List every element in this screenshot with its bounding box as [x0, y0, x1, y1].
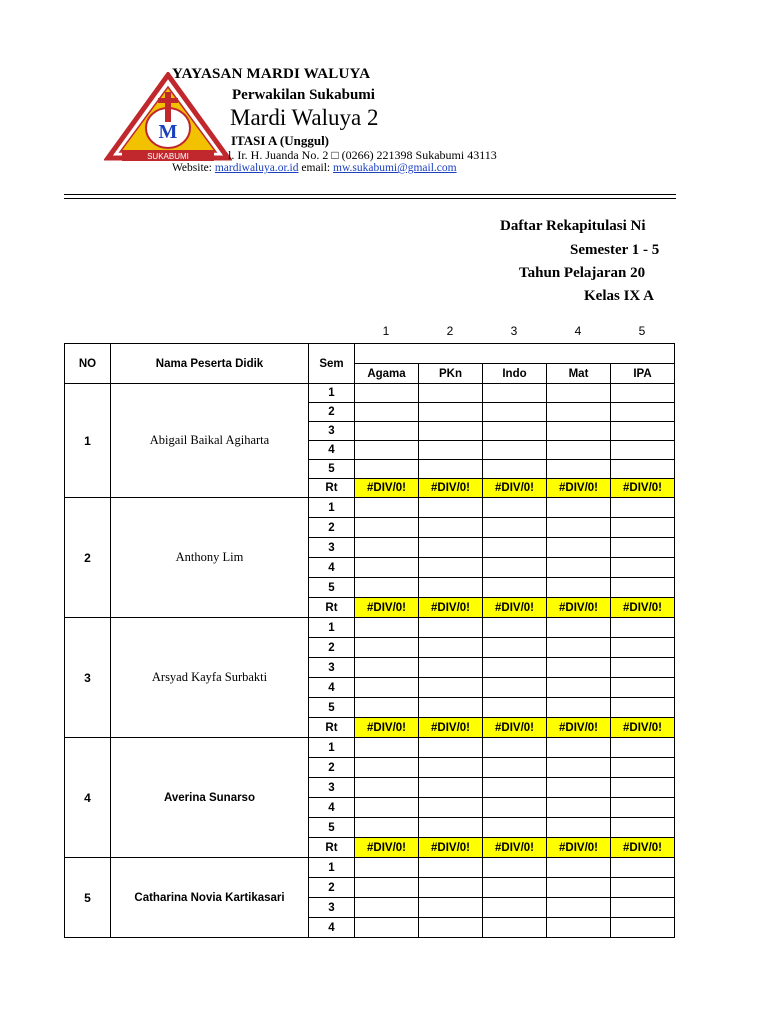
grade-cell[interactable] [611, 878, 675, 898]
semester-number: 2 [309, 878, 355, 898]
grade-cell[interactable] [611, 384, 675, 403]
grade-cell[interactable] [355, 658, 419, 678]
subject-header-spacer [355, 344, 675, 364]
student-name: Abigail Baikal Agiharta [111, 384, 309, 498]
average-value-cell[interactable]: #DIV/0! [611, 838, 675, 858]
grade-cell[interactable] [483, 460, 547, 479]
header-sem: Sem [309, 344, 355, 384]
semester-number: 1 [309, 384, 355, 403]
grade-cell[interactable] [547, 538, 611, 558]
logo-caption: SUKABUMI [147, 152, 189, 161]
grade-cell[interactable] [483, 918, 547, 938]
average-label: Rt [309, 718, 355, 738]
grade-cell[interactable] [547, 858, 611, 878]
average-value-cell[interactable]: #DIV/0! [611, 718, 675, 738]
grade-cell[interactable] [611, 678, 675, 698]
grade-cell[interactable] [355, 858, 419, 878]
grade-cell[interactable] [611, 578, 675, 598]
semester-number: 3 [309, 778, 355, 798]
website-link[interactable]: mardiwaluya.or.id [214, 162, 299, 174]
grade-cell[interactable] [355, 460, 419, 479]
grade-cell[interactable] [419, 858, 483, 878]
average-value-cell[interactable]: #DIV/0! [611, 598, 675, 618]
semester-row [65, 384, 675, 403]
average-value-cell[interactable]: #DIV/0! [483, 598, 547, 618]
grade-cell[interactable] [547, 678, 611, 698]
grade-cell[interactable] [419, 698, 483, 718]
semester-number: 4 [309, 798, 355, 818]
grade-cell[interactable] [611, 538, 675, 558]
grade-cell[interactable] [547, 618, 611, 638]
semester-number: 3 [309, 898, 355, 918]
grade-cell[interactable] [419, 518, 483, 538]
organization-name: YAYASAN MARDI WALUYA [172, 66, 371, 82]
grade-cell[interactable] [355, 441, 419, 460]
grade-cell[interactable] [547, 918, 611, 938]
grade-cell[interactable] [483, 441, 547, 460]
grade-cell[interactable] [611, 441, 675, 460]
student-name: Catharina Novia Kartikasari [111, 858, 309, 938]
grade-cell[interactable] [483, 558, 547, 578]
grade-cell[interactable] [419, 384, 483, 403]
grade-cell[interactable] [483, 578, 547, 598]
grade-cell[interactable] [419, 758, 483, 778]
grade-cell[interactable] [355, 384, 419, 403]
grade-cell[interactable] [547, 518, 611, 538]
grade-cell[interactable] [419, 878, 483, 898]
grade-cell[interactable] [611, 898, 675, 918]
class-title: Kelas IX A [584, 288, 655, 304]
grade-cell[interactable] [355, 758, 419, 778]
semester-number: 2 [309, 758, 355, 778]
grade-cell[interactable] [547, 738, 611, 758]
grade-cell[interactable] [611, 498, 675, 518]
semester-number: 1 [309, 858, 355, 878]
grade-cell[interactable] [611, 638, 675, 658]
grade-cell[interactable] [611, 698, 675, 718]
average-label: Rt [309, 838, 355, 858]
contact-line [172, 162, 457, 174]
semester-number: 2 [309, 518, 355, 538]
grade-cell[interactable] [419, 818, 483, 838]
subject-header: Agama [355, 364, 419, 384]
grade-cell[interactable] [419, 538, 483, 558]
header-divider [64, 194, 676, 195]
grade-cell[interactable] [483, 618, 547, 638]
grade-cell[interactable] [355, 422, 419, 441]
average-value-cell[interactable]: #DIV/0! [547, 479, 611, 498]
grade-cell[interactable] [483, 878, 547, 898]
grade-cell[interactable] [547, 498, 611, 518]
grade-cell[interactable] [483, 384, 547, 403]
semester-number: 3 [309, 538, 355, 558]
average-label: Rt [309, 598, 355, 618]
semester-number: 4 [309, 558, 355, 578]
grade-cell[interactable] [611, 918, 675, 938]
grade-cell[interactable] [611, 403, 675, 422]
svg-text:M: M [158, 121, 178, 143]
semester-number: 3 [309, 658, 355, 678]
grade-cell[interactable] [547, 403, 611, 422]
grade-cell[interactable] [547, 778, 611, 798]
grade-cell[interactable] [483, 898, 547, 918]
grade-cell[interactable] [355, 918, 419, 938]
grade-cell[interactable] [547, 441, 611, 460]
column-number: 4 [574, 324, 582, 338]
grade-cell[interactable] [483, 658, 547, 678]
average-value-cell[interactable]: #DIV/0! [355, 838, 419, 858]
grade-cell[interactable] [355, 898, 419, 918]
grade-cell[interactable] [355, 778, 419, 798]
semester-number: 1 [309, 618, 355, 638]
grade-cell[interactable] [355, 798, 419, 818]
email-link[interactable]: mw.sukabumi@gmail.com [333, 162, 457, 174]
average-value-cell[interactable]: #DIV/0! [483, 838, 547, 858]
grade-cell[interactable] [547, 558, 611, 578]
grade-cell[interactable] [611, 422, 675, 441]
grade-cell[interactable] [547, 578, 611, 598]
average-value-cell[interactable]: #DIV/0! [611, 479, 675, 498]
grade-cell[interactable] [355, 878, 419, 898]
grade-cell[interactable] [483, 518, 547, 538]
semester-number: 4 [309, 918, 355, 938]
grade-cell[interactable] [419, 918, 483, 938]
grade-cell[interactable] [483, 638, 547, 658]
grade-cell[interactable] [419, 658, 483, 678]
grade-cell[interactable] [355, 618, 419, 638]
grade-cell[interactable] [547, 460, 611, 479]
grade-cell[interactable] [547, 758, 611, 778]
grade-cell[interactable] [355, 498, 419, 518]
student-name: Anthony Lim [111, 498, 309, 618]
grade-cell[interactable] [419, 898, 483, 918]
grade-cell[interactable] [419, 678, 483, 698]
average-value-cell[interactable]: #DIV/0! [419, 718, 483, 738]
grade-cell[interactable] [611, 658, 675, 678]
grade-cell[interactable] [419, 618, 483, 638]
semester-number: 5 [309, 698, 355, 718]
student-number: 4 [65, 738, 111, 858]
grade-cell[interactable] [611, 818, 675, 838]
subject-header: Mat [547, 364, 611, 384]
grade-cell[interactable] [483, 778, 547, 798]
semester-row [65, 498, 675, 518]
grade-cell[interactable] [547, 698, 611, 718]
student-name: Arsyad Kayfa Surbakti [111, 618, 309, 738]
grade-cell[interactable] [547, 384, 611, 403]
semester-number: 5 [309, 578, 355, 598]
grade-cell[interactable] [419, 778, 483, 798]
grade-cell[interactable] [611, 778, 675, 798]
branch-name: Perwakilan Sukabumi [232, 87, 375, 103]
semester-row [65, 738, 675, 758]
column-number: 2 [446, 324, 454, 338]
grades-table [64, 343, 675, 938]
semester-number: 5 [309, 818, 355, 838]
grade-cell[interactable] [419, 798, 483, 818]
grade-cell[interactable] [419, 460, 483, 479]
header-no: NO [65, 344, 111, 384]
grade-cell[interactable] [419, 422, 483, 441]
grade-cell[interactable] [483, 818, 547, 838]
grade-cell[interactable] [611, 798, 675, 818]
grade-cell[interactable] [355, 738, 419, 758]
grade-cell[interactable] [547, 422, 611, 441]
semester-row [65, 618, 675, 638]
average-value-cell[interactable]: #DIV/0! [547, 718, 611, 738]
semester-title: Semester 1 - 5 [570, 242, 660, 258]
grade-cell[interactable] [419, 403, 483, 422]
grade-cell[interactable] [355, 578, 419, 598]
grade-cell[interactable] [547, 878, 611, 898]
student-number: 3 [65, 618, 111, 738]
average-value-cell[interactable]: #DIV/0! [419, 598, 483, 618]
grade-cell[interactable] [611, 758, 675, 778]
grade-cell[interactable] [611, 618, 675, 638]
grade-cell[interactable] [547, 818, 611, 838]
student-name: Averina Sunarso [111, 738, 309, 858]
semester-number: 4 [309, 441, 355, 460]
grade-cell[interactable] [611, 858, 675, 878]
subject-header: PKn [419, 364, 483, 384]
semester-number: 1 [309, 498, 355, 518]
grade-cell[interactable] [355, 518, 419, 538]
average-label: Rt [309, 479, 355, 498]
grade-cell[interactable] [483, 422, 547, 441]
average-value-cell[interactable]: #DIV/0! [419, 479, 483, 498]
grade-cell[interactable] [611, 518, 675, 538]
semester-number: 4 [309, 678, 355, 698]
grade-cell[interactable] [355, 698, 419, 718]
school-address: l. Ir. H. Juanda No. 2 □ (0266) 221398 Sukabumi 43113 [228, 148, 497, 162]
grade-cell[interactable] [355, 403, 419, 422]
school-logo [104, 72, 232, 164]
grade-cell[interactable] [483, 798, 547, 818]
column-number: 3 [510, 324, 518, 338]
header-divider-thin [64, 198, 676, 199]
grade-cell[interactable] [355, 818, 419, 838]
grade-cell[interactable] [483, 858, 547, 878]
header-name: Nama Peserta Didik [111, 344, 309, 384]
average-value-cell[interactable]: #DIV/0! [355, 598, 419, 618]
average-value-cell[interactable]: #DIV/0! [355, 479, 419, 498]
grade-cell[interactable] [355, 638, 419, 658]
grade-cell[interactable] [419, 498, 483, 518]
average-value-cell[interactable]: #DIV/0! [483, 718, 547, 738]
school-year-title: Tahun Pelajaran 20 [519, 265, 646, 281]
grade-cell[interactable] [547, 638, 611, 658]
grade-cell[interactable] [355, 678, 419, 698]
grade-cell[interactable] [547, 658, 611, 678]
semester-number: 3 [309, 422, 355, 441]
accreditation: ITASI A (Unggul) [231, 133, 330, 148]
report-title: Daftar Rekapitulasi Ni [500, 218, 646, 234]
website-label: Website: [172, 162, 212, 174]
grade-cell[interactable] [483, 738, 547, 758]
student-number: 5 [65, 858, 111, 938]
grade-cell[interactable] [483, 698, 547, 718]
grade-cell[interactable] [483, 403, 547, 422]
email-label: email: [301, 162, 331, 174]
grade-cell[interactable] [355, 538, 419, 558]
grade-cell[interactable] [419, 441, 483, 460]
semester-row [65, 858, 675, 878]
grade-cell[interactable] [419, 738, 483, 758]
column-number: 5 [638, 324, 646, 338]
grade-cell[interactable] [611, 460, 675, 479]
average-value-cell[interactable]: #DIV/0! [419, 838, 483, 858]
semester-number: 2 [309, 403, 355, 422]
grade-cell[interactable] [483, 758, 547, 778]
subject-header: IPA [611, 364, 675, 384]
grade-cell[interactable] [547, 898, 611, 918]
student-number: 2 [65, 498, 111, 618]
column-number: 1 [382, 324, 390, 338]
student-number: 1 [65, 384, 111, 498]
grade-cell[interactable] [419, 558, 483, 578]
semester-number: 5 [309, 460, 355, 479]
grade-cell[interactable] [419, 638, 483, 658]
grade-cell[interactable] [611, 738, 675, 758]
average-value-cell[interactable]: #DIV/0! [483, 479, 547, 498]
grade-cell[interactable] [355, 558, 419, 578]
grade-cell[interactable] [483, 678, 547, 698]
grade-cell[interactable] [419, 578, 483, 598]
average-value-cell[interactable]: #DIV/0! [547, 838, 611, 858]
subject-header: Indo [483, 364, 547, 384]
grade-cell[interactable] [483, 538, 547, 558]
average-value-cell[interactable]: #DIV/0! [547, 598, 611, 618]
average-value-cell[interactable]: #DIV/0! [355, 718, 419, 738]
school-name: Mardi Waluya 2 [230, 105, 379, 130]
semester-number: 2 [309, 638, 355, 658]
grade-cell[interactable] [547, 798, 611, 818]
grade-cell[interactable] [483, 498, 547, 518]
semester-number: 1 [309, 738, 355, 758]
grade-cell[interactable] [611, 558, 675, 578]
